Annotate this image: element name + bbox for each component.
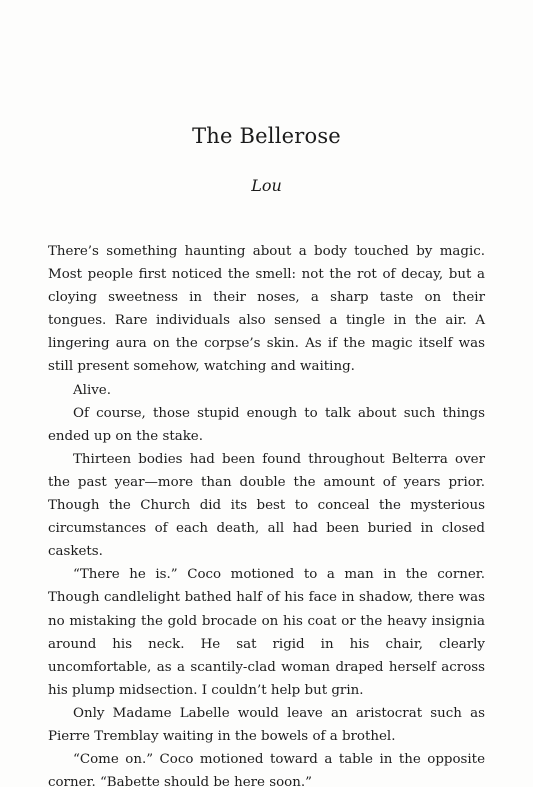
chapter-body [48, 240, 485, 794]
paragraph: Thirteen bodies had been found throughout Belterra over the past year—more than double the amount of years prior. Though the Church did its best to conceal the mysterious circumstances of each death, all had been buried in closed caskets. [48, 451, 485, 560]
chapter-title: The Bellerose [192, 124, 341, 148]
paragraph: “There he is.” Coco motioned to a man in the corner. Though candlelight bathed half of his face in shadow, there was no mistaking the gold brocade on his coat or the heavy insignia around his neck. He sat rigid in his chair, clearly uncomfortable, as a scantily-clad woman draped herself across his plump midsection. I couldn’t help but grin. [48, 567, 485, 698]
paragraph: There’s something haunting about a body touched by magic. Most people first noticed the smell: not the rot of decay, but a cloying sweetness in their noses, a sharp taste on their tongues. Rare individuals also sensed a tingle in the air. A lingering aura on the corpse’s skin. As if the magic itself was still present somehow, watching and waiting. [48, 244, 485, 375]
chapter-narrator: Lou [251, 176, 282, 195]
paragraph: Of course, those stupid enough to talk about such things ended up on the stake. [48, 405, 485, 444]
paragraph: Alive. [73, 382, 111, 398]
paragraph: “Come on.” Coco motioned toward a table in the opposite corner. “Babette should be here soon.” [48, 752, 485, 791]
paragraph: Only Madame Labelle would leave an aristocrat such as Pierre Tremblay waiting in the bowels of a brothel. [48, 705, 485, 744]
